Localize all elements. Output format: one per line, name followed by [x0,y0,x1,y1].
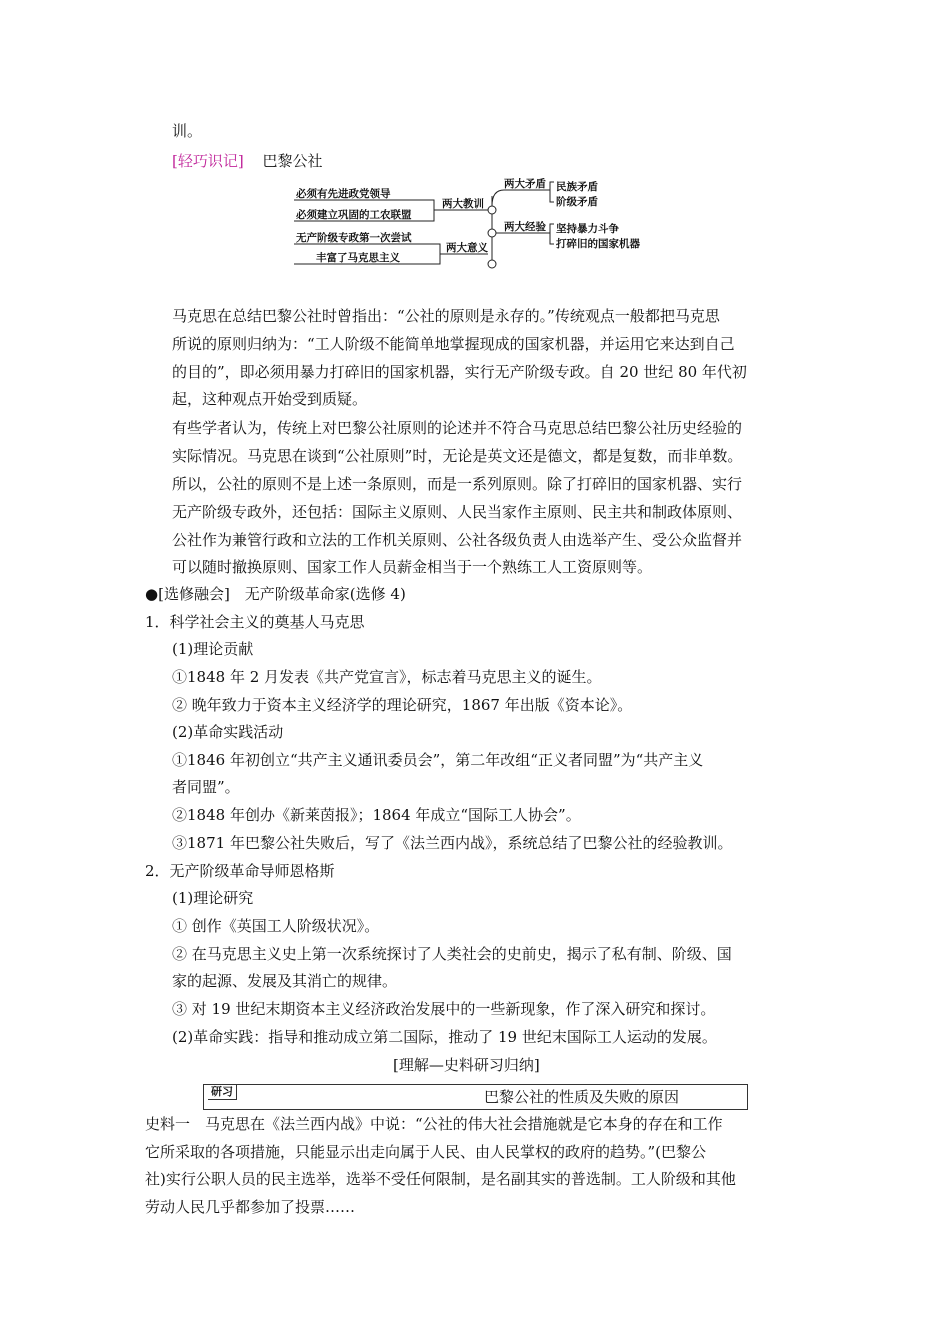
marx-theory-heading: (1)理论贡献 [172,640,254,658]
para1-line: 起，这种观点开始受到质疑。 [172,390,368,408]
para2-line: 有些学者认为，传统上对巴黎公社原则的论述并不符合马克思总结巴黎公社历史经验的 [172,419,743,437]
para2-line: 公社作为兼管行政和立法的工作机关原则、公社各级负责人由选举产生、受公众监督并 [172,531,743,549]
diagram-lesson-2: 必须建立巩固的工农联盟 [296,209,412,221]
source-line: 它所采取的各项措施，只能显示出走向属于人民、由人民掌权的政府的趋势。”(巴黎公 [145,1143,707,1161]
diagram-experience-2: 打碎旧的国家机器 [556,238,640,250]
paris-commune-diagram [292,178,672,270]
diagram-significance-1: 无产阶级专政第一次尝试 [296,232,412,244]
diagram-experience-1: 坚持暴力斗争 [556,223,619,235]
elective-heading: ●[选修融会] 无产阶级革命家(选修 4) [145,585,406,603]
diagram-contradiction-2: 阶级矛盾 [556,196,598,208]
engels-heading: 2．无产阶级革命导师恩格斯 [145,862,335,880]
study-heading: [理解—史料研习归纳] [393,1056,540,1074]
diagram-bracket-contradictions [550,182,554,202]
marx-practice-1b: 者同盟”。 [172,778,240,796]
study-topic-box [203,1084,748,1110]
diagram-significance-2: 丰富了马克思主义 [316,252,400,264]
study-tag: 研习 [208,1085,237,1100]
engels-practice: (2)革命实践：指导和推动成立第二国际，推动了 19 世纪末国际工人运动的发展。 [172,1028,717,1046]
diagram-bracket-lessons [430,200,438,221]
engels-theory-3: ③ 对 19 世纪末期资本主义经济政治发展中的一些新现象，作了深入研究和探讨。 [172,1000,716,1018]
marx-practice-1a: ①1846 年初创立“共产主义通讯委员会”，第二年改组“正义者同盟”为“共产主义 [172,751,704,769]
para1-line: 所说的原则归纳为：“工人阶级不能简单地掌握现成的国家机器，并运用它来达到自己 [172,335,735,353]
marx-theory-2: ② 晚年致力于资本主义经济学的理论研究，1867 年出版《资本论》。 [172,696,633,714]
source-line: 劳动人民几乎都参加了投票…… [145,1198,356,1216]
para1-line: 的目的”，即必须用暴力打碎旧的国家机器，实行无产阶级专政。自 20 世纪 80 年代初 [172,363,747,381]
diagram-bracket-experiences [550,224,554,244]
marx-heading: 1．科学社会主义的奠基人马克思 [145,613,365,631]
para2-line: 无产阶级专政外，还包括：国际主义原则、人民当家作主原则、民主共和制政体原则、 [172,503,743,521]
engels-theory-2a: ② 在马克思主义史上第一次系统探讨了人类社会的史前史，揭示了私有制、阶级、国 [172,945,732,963]
diagram-lesson-1: 必须有先进政党领导 [296,188,391,200]
diagram-experiences-label: 两大经验 [504,221,546,233]
diagram-node-2 [488,229,496,237]
diagram-lessons-label: 两大教训 [442,198,484,210]
memory-tip-title: 巴黎公社 [262,152,323,170]
memory-tip-tag: [轻巧识记] [172,152,244,170]
diagram-node-3 [488,260,496,268]
para1-line: 马克思在总结巴黎公社时曾指出：“公社的原则是永存的。”传统观点一般都把马克思 [172,307,720,325]
marx-practice-3: ③1871 年巴黎公社失败后，写了《法兰西内战》，系统总结了巴黎公社的经验教训。 [172,834,733,852]
marx-practice-heading: (2)革命实践活动 [172,723,284,741]
diagram-branch-contradictions [492,190,504,206]
marx-practice-2: ②1848 年创办《新莱茵报》；1864 年成立“国际工人协会”。 [172,806,581,824]
diagram-node-1 [488,206,496,214]
para2-line: 所以，公社的原则不是上述一条原则，而是一系列原则。除了打碎旧的国家机器、实行 [172,475,743,493]
source-line: 社)实行公职人员的民主选举，选举不受任何限制，是名副其实的普选制。工人阶级和其他 [145,1170,736,1188]
para2-line: 实际情况。马克思在谈到“公社原则”时，无论是英文还是德文，都是复数，而非单数。 [172,447,743,465]
diagram-significance-label: 两大意义 [446,242,488,254]
top-fragment: 训。 [172,122,203,140]
diagram-contradictions-label: 两大矛盾 [504,178,546,190]
para2-line: 可以随时撤换原则、国家工作人员薪金相当于一个熟练工人工资原则等。 [172,558,653,576]
diagram-contradiction-1: 民族矛盾 [556,181,598,193]
engels-theory-heading: (1)理论研究 [172,889,254,907]
source-line: 史料一 马克思在《法兰西内战》中说：“公社的伟大社会措施就是它本身的存在和工作 [145,1115,723,1133]
memory-tip-heading [172,151,323,171]
diagram-bracket-significance [436,244,444,264]
study-topic-title: 巴黎公社的性质及失败的原因 [484,1088,680,1106]
engels-theory-2b: 家的起源、发展及其消亡的规律。 [172,972,398,990]
marx-theory-1: ①1848 年 2 月发表《共产党宣言》，标志着马克思主义的诞生。 [172,668,602,686]
engels-theory-1: ① 创作《英国工人阶级状况》。 [172,917,380,935]
